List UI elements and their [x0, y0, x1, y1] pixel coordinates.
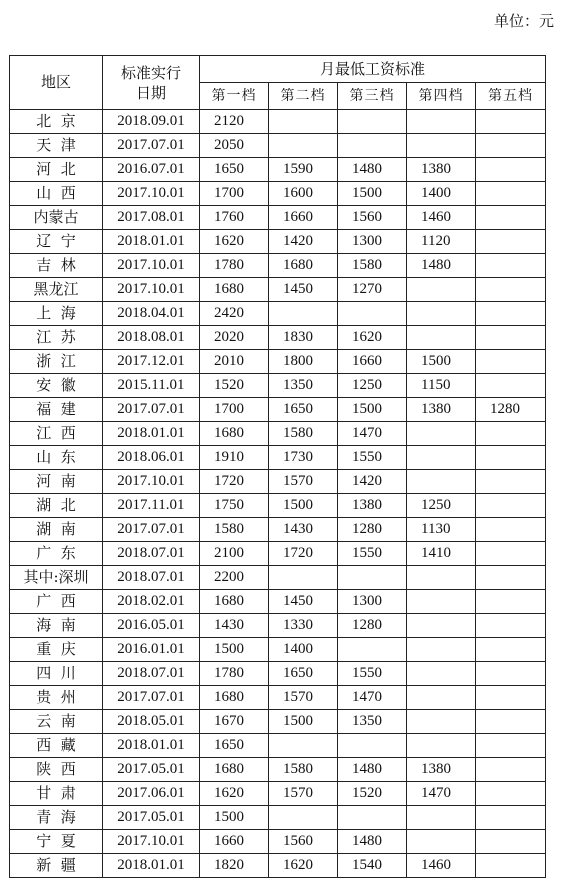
tier-3-value-cell: 1660 — [338, 350, 407, 374]
table-row — [10, 182, 546, 206]
date-cell: 2018.01.01 — [103, 422, 200, 446]
region-cell: 辽 宁 — [10, 230, 103, 254]
table-row — [10, 422, 546, 446]
tier-2-value-cell: 1500 — [269, 710, 338, 734]
date-cell: 2017.12.01 — [103, 350, 200, 374]
table-row — [10, 542, 546, 566]
table-row — [10, 446, 546, 470]
tier-4-value-cell: 1250 — [407, 494, 476, 518]
region-cell: 海 南 — [10, 614, 103, 638]
tier-1-value-cell: 1720 — [200, 470, 269, 494]
tier-3-value-cell: 1280 — [338, 614, 407, 638]
region-cell: 甘 肃 — [10, 782, 103, 806]
table-row — [10, 638, 546, 662]
date-cell: 2017.10.01 — [103, 182, 200, 206]
date-cell: 2018.07.01 — [103, 662, 200, 686]
tier-4-value-cell — [407, 734, 476, 758]
tier-3-value-cell: 1270 — [338, 278, 407, 302]
tier-1-value-cell: 1700 — [200, 398, 269, 422]
tier-1-value-cell: 2050 — [200, 134, 269, 158]
tier-3-header: 第三档 — [338, 83, 407, 110]
region-cell: 天 津 — [10, 134, 103, 158]
date-cell: 2017.07.01 — [103, 398, 200, 422]
region-cell: 北 京 — [10, 110, 103, 134]
tier-1-value-cell: 2120 — [200, 110, 269, 134]
tier-2-value-cell: 1430 — [269, 518, 338, 542]
tier-2-value-cell: 1450 — [269, 590, 338, 614]
tier-2-value-cell: 1570 — [269, 686, 338, 710]
tier-2-value-cell: 1580 — [269, 758, 338, 782]
tier-5-value-cell — [476, 206, 546, 230]
date-cell: 2017.07.01 — [103, 134, 200, 158]
tier-5-value-cell — [476, 278, 546, 302]
date-cell: 2018.06.01 — [103, 446, 200, 470]
tier-1-value-cell: 1620 — [200, 782, 269, 806]
table-row — [10, 494, 546, 518]
region-cell: 山 西 — [10, 182, 103, 206]
tier-4-value-cell — [407, 326, 476, 350]
tier-3-value-cell: 1420 — [338, 470, 407, 494]
tier-4-value-cell — [407, 830, 476, 854]
table-row — [10, 134, 546, 158]
tier-1-value-cell: 1680 — [200, 686, 269, 710]
tier-4-value-cell — [407, 134, 476, 158]
tier-5-value-cell — [476, 758, 546, 782]
tier-2-value-cell: 1660 — [269, 206, 338, 230]
tier-2-value-cell: 1560 — [269, 830, 338, 854]
date-cell: 2018.04.01 — [103, 302, 200, 326]
tier-3-value-cell: 1520 — [338, 782, 407, 806]
tier-3-value-cell — [338, 566, 407, 590]
table-row — [10, 158, 546, 182]
region-cell: 湖 北 — [10, 494, 103, 518]
tier-5-value-cell — [476, 662, 546, 686]
tier-3-value-cell: 1550 — [338, 542, 407, 566]
tier-2-value-cell — [269, 134, 338, 158]
tier-5-value-cell — [476, 494, 546, 518]
tier-1-value-cell: 1780 — [200, 662, 269, 686]
tier-5-value-cell — [476, 422, 546, 446]
tier-1-value-cell: 2100 — [200, 542, 269, 566]
region-cell: 吉 林 — [10, 254, 103, 278]
tier-4-value-cell: 1150 — [407, 374, 476, 398]
tier-4-value-cell — [407, 614, 476, 638]
date-cell: 2017.05.01 — [103, 806, 200, 830]
date-cell: 2017.10.01 — [103, 470, 200, 494]
tier-3-value-cell — [338, 734, 407, 758]
tier-5-value-cell — [476, 446, 546, 470]
region-cell: 黑龙江 — [10, 278, 103, 302]
date-header-line1: 标准实行 — [120, 63, 181, 82]
tier-2-value-cell — [269, 566, 338, 590]
tier-2-value-cell — [269, 734, 338, 758]
tier-4-value-cell — [407, 638, 476, 662]
table-row — [10, 302, 546, 326]
region-cell: 重 庆 — [10, 638, 103, 662]
date-header-line2: 日期 — [135, 83, 166, 102]
tier-3-value-cell — [338, 806, 407, 830]
region-cell: 江 西 — [10, 422, 103, 446]
tier-5-value-cell — [476, 254, 546, 278]
region-cell: 上 海 — [10, 302, 103, 326]
region-header: 地区 — [10, 56, 103, 110]
date-cell: 2018.05.01 — [103, 710, 200, 734]
tier-5-value-cell — [476, 110, 546, 134]
region-cell: 宁 夏 — [10, 830, 103, 854]
tier-5-value-cell — [476, 806, 546, 830]
table-row — [10, 758, 546, 782]
tier-5-value-cell — [476, 686, 546, 710]
tier-3-value-cell: 1580 — [338, 254, 407, 278]
tier-2-value-cell: 1420 — [269, 230, 338, 254]
table-row — [10, 566, 546, 590]
tier-5-value-cell — [476, 518, 546, 542]
tier-2-value-cell: 1580 — [269, 422, 338, 446]
tier-3-value-cell: 1380 — [338, 494, 407, 518]
tier-5-value-cell — [476, 326, 546, 350]
tier-1-value-cell: 2020 — [200, 326, 269, 350]
table-row — [10, 710, 546, 734]
tier-1-value-cell: 1910 — [200, 446, 269, 470]
date-cell: 2018.01.01 — [103, 734, 200, 758]
tier-5-value-cell — [476, 854, 546, 878]
tier-1-value-cell: 1680 — [200, 590, 269, 614]
date-cell: 2017.10.01 — [103, 254, 200, 278]
tier-1-value-cell: 1680 — [200, 422, 269, 446]
region-cell: 贵 州 — [10, 686, 103, 710]
tier-2-value-cell: 1400 — [269, 638, 338, 662]
region-cell: 广 东 — [10, 542, 103, 566]
tier-4-value-cell — [407, 278, 476, 302]
region-cell: 陕 西 — [10, 758, 103, 782]
tier-2-value-cell: 1350 — [269, 374, 338, 398]
tier-1-value-cell: 1660 — [200, 830, 269, 854]
tier-1-value-cell: 1820 — [200, 854, 269, 878]
region-cell: 福 建 — [10, 398, 103, 422]
tier-2-value-cell — [269, 806, 338, 830]
tier-5-value-cell — [476, 782, 546, 806]
tier-4-value-cell — [407, 590, 476, 614]
date-cell: 2017.06.01 — [103, 782, 200, 806]
tier-5-value-cell — [476, 350, 546, 374]
tier-1-value-cell: 1760 — [200, 206, 269, 230]
tier-4-value-cell: 1470 — [407, 782, 476, 806]
tier-3-value-cell: 1470 — [338, 686, 407, 710]
table-row — [10, 278, 546, 302]
tier-4-value-cell: 1400 — [407, 182, 476, 206]
tier-4-value-cell: 1380 — [407, 758, 476, 782]
region-cell: 湖 南 — [10, 518, 103, 542]
tier-2-value-cell — [269, 110, 338, 134]
tier-3-value-cell: 1620 — [338, 326, 407, 350]
tier-1-value-cell: 1650 — [200, 734, 269, 758]
date-cell: 2016.07.01 — [103, 158, 200, 182]
region-cell: 西 藏 — [10, 734, 103, 758]
tier-5-value-cell — [476, 374, 546, 398]
tier-3-value-cell: 1540 — [338, 854, 407, 878]
tier-4-value-cell: 1130 — [407, 518, 476, 542]
tier-4-value-cell: 1380 — [407, 158, 476, 182]
tier-1-value-cell: 1780 — [200, 254, 269, 278]
date-cell: 2018.02.01 — [103, 590, 200, 614]
table-row — [10, 806, 546, 830]
tier-1-value-cell: 2420 — [200, 302, 269, 326]
table-row — [10, 614, 546, 638]
tier-1-value-cell: 1430 — [200, 614, 269, 638]
date-cell: 2017.05.01 — [103, 758, 200, 782]
tier-4-header: 第四档 — [407, 83, 476, 110]
tier-2-value-cell: 1720 — [269, 542, 338, 566]
tier-1-value-cell: 1500 — [200, 806, 269, 830]
tier-4-value-cell — [407, 710, 476, 734]
table-row — [10, 350, 546, 374]
tier-2-value-cell: 1650 — [269, 662, 338, 686]
tier-4-value-cell — [407, 806, 476, 830]
table-body — [10, 110, 546, 878]
table-row — [10, 830, 546, 854]
tier-4-value-cell — [407, 662, 476, 686]
date-cell: 2018.07.01 — [103, 542, 200, 566]
tier-2-value-cell — [269, 302, 338, 326]
date-cell: 2016.05.01 — [103, 614, 200, 638]
table-row — [10, 734, 546, 758]
tier-2-value-cell: 1330 — [269, 614, 338, 638]
tier-2-value-cell: 1600 — [269, 182, 338, 206]
table-row — [10, 662, 546, 686]
tier-3-value-cell: 1300 — [338, 590, 407, 614]
tier-4-value-cell: 1500 — [407, 350, 476, 374]
date-header — [103, 56, 200, 110]
region-cell: 广 西 — [10, 590, 103, 614]
tier-5-value-cell — [476, 302, 546, 326]
tier-1-value-cell: 1620 — [200, 230, 269, 254]
tier-5-value-cell — [476, 182, 546, 206]
minimum-wage-table — [9, 55, 546, 878]
tier-4-value-cell — [407, 446, 476, 470]
tier-1-value-cell: 1650 — [200, 158, 269, 182]
tier-5-value-cell — [476, 710, 546, 734]
date-cell: 2018.07.01 — [103, 566, 200, 590]
tier-1-value-cell: 1520 — [200, 374, 269, 398]
table-row — [10, 518, 546, 542]
tier-3-value-cell: 1250 — [338, 374, 407, 398]
tier-2-header: 第二档 — [269, 83, 338, 110]
tier-3-value-cell — [338, 110, 407, 134]
table-row — [10, 110, 546, 134]
date-cell: 2017.08.01 — [103, 206, 200, 230]
tier-3-value-cell: 1480 — [338, 758, 407, 782]
tier-4-value-cell: 1460 — [407, 854, 476, 878]
tier-5-value-cell — [476, 830, 546, 854]
region-cell: 其中:深圳 — [10, 566, 103, 590]
tier-5-value-cell — [476, 158, 546, 182]
tier-4-value-cell — [407, 566, 476, 590]
tier-5-value-cell — [476, 590, 546, 614]
tier-3-value-cell: 1500 — [338, 398, 407, 422]
tier-2-value-cell: 1680 — [269, 254, 338, 278]
tier-5-value-cell — [476, 134, 546, 158]
tier-5-value-cell — [476, 734, 546, 758]
tier-1-value-cell: 1580 — [200, 518, 269, 542]
tier-4-value-cell: 1480 — [407, 254, 476, 278]
tier-3-value-cell: 1350 — [338, 710, 407, 734]
tier-3-value-cell: 1300 — [338, 230, 407, 254]
tier-2-value-cell: 1570 — [269, 782, 338, 806]
table-row — [10, 206, 546, 230]
tier-2-value-cell: 1800 — [269, 350, 338, 374]
tier-2-value-cell: 1650 — [269, 398, 338, 422]
tier-1-value-cell: 1670 — [200, 710, 269, 734]
tier-4-value-cell — [407, 686, 476, 710]
table-row — [10, 326, 546, 350]
date-cell: 2017.10.01 — [103, 278, 200, 302]
tier-4-value-cell: 1380 — [407, 398, 476, 422]
tier-2-value-cell: 1500 — [269, 494, 338, 518]
region-cell: 浙 江 — [10, 350, 103, 374]
tier-4-value-cell — [407, 470, 476, 494]
date-cell: 2018.09.01 — [103, 110, 200, 134]
date-cell: 2016.01.01 — [103, 638, 200, 662]
tier-1-value-cell: 1680 — [200, 278, 269, 302]
wage-group-header: 月最低工资标准 — [200, 56, 546, 83]
tier-1-value-cell: 2010 — [200, 350, 269, 374]
tier-3-value-cell: 1470 — [338, 422, 407, 446]
date-cell: 2017.10.01 — [103, 830, 200, 854]
tier-3-value-cell: 1550 — [338, 446, 407, 470]
date-cell: 2017.07.01 — [103, 686, 200, 710]
tier-4-value-cell — [407, 110, 476, 134]
tier-4-value-cell: 1410 — [407, 542, 476, 566]
table-row — [10, 374, 546, 398]
tier-1-value-cell: 1750 — [200, 494, 269, 518]
tier-3-value-cell — [338, 134, 407, 158]
tier-3-value-cell: 1550 — [338, 662, 407, 686]
table-row — [10, 686, 546, 710]
tier-4-value-cell: 1120 — [407, 230, 476, 254]
tier-1-value-cell: 1680 — [200, 758, 269, 782]
tier-2-value-cell: 1450 — [269, 278, 338, 302]
region-cell: 安 徽 — [10, 374, 103, 398]
unit-label: 单位：元 — [493, 12, 554, 30]
tier-1-value-cell: 2200 — [200, 566, 269, 590]
tier-4-value-cell — [407, 422, 476, 446]
region-cell: 内蒙古 — [10, 206, 103, 230]
tier-5-header: 第五档 — [476, 83, 546, 110]
region-cell: 河 北 — [10, 158, 103, 182]
tier-2-value-cell: 1830 — [269, 326, 338, 350]
region-cell: 四 川 — [10, 662, 103, 686]
tier-3-value-cell — [338, 302, 407, 326]
tier-1-header: 第一档 — [200, 83, 269, 110]
date-cell: 2017.11.01 — [103, 494, 200, 518]
table-row — [10, 470, 546, 494]
table-row — [10, 254, 546, 278]
table-row — [10, 854, 546, 878]
tier-4-value-cell: 1460 — [407, 206, 476, 230]
tier-3-value-cell: 1280 — [338, 518, 407, 542]
tier-2-value-cell: 1620 — [269, 854, 338, 878]
tier-4-value-cell — [407, 302, 476, 326]
table-row — [10, 398, 546, 422]
region-cell: 河 南 — [10, 470, 103, 494]
region-cell: 云 南 — [10, 710, 103, 734]
tier-3-value-cell: 1560 — [338, 206, 407, 230]
tier-5-value-cell: 1280 — [476, 398, 546, 422]
region-cell: 青 海 — [10, 806, 103, 830]
tier-5-value-cell — [476, 566, 546, 590]
tier-3-value-cell: 1480 — [338, 830, 407, 854]
date-cell: 2018.08.01 — [103, 326, 200, 350]
tier-5-value-cell — [476, 614, 546, 638]
table-row — [10, 230, 546, 254]
table-row — [10, 782, 546, 806]
tier-5-value-cell — [476, 542, 546, 566]
tier-3-value-cell: 1480 — [338, 158, 407, 182]
region-cell: 山 东 — [10, 446, 103, 470]
date-cell: 2017.07.01 — [103, 518, 200, 542]
tier-5-value-cell — [476, 470, 546, 494]
region-cell: 江 苏 — [10, 326, 103, 350]
tier-1-value-cell: 1700 — [200, 182, 269, 206]
date-cell: 2015.11.01 — [103, 374, 200, 398]
tier-2-value-cell: 1730 — [269, 446, 338, 470]
tier-3-value-cell: 1500 — [338, 182, 407, 206]
tier-2-value-cell: 1570 — [269, 470, 338, 494]
date-cell: 2018.01.01 — [103, 230, 200, 254]
date-cell: 2018.01.01 — [103, 854, 200, 878]
table-row — [10, 590, 546, 614]
region-cell: 新 疆 — [10, 854, 103, 878]
tier-5-value-cell — [476, 230, 546, 254]
tier-2-value-cell: 1590 — [269, 158, 338, 182]
tier-1-value-cell: 1500 — [200, 638, 269, 662]
tier-5-value-cell — [476, 638, 546, 662]
tier-3-value-cell — [338, 638, 407, 662]
